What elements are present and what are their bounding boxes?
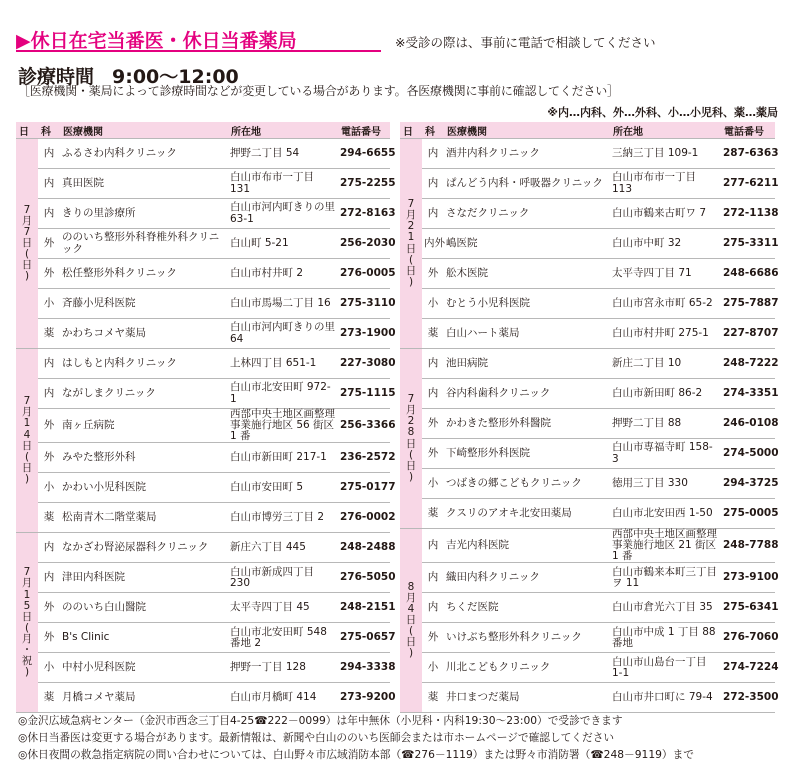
- category-cell: 内: [422, 593, 444, 623]
- category-cell: 内: [38, 169, 60, 199]
- address-cell: 白山市宮永市町 65-2: [610, 289, 721, 319]
- category-cell: 薬: [422, 683, 444, 713]
- date-label: 7 月 1 4 日 ( 日 ): [21, 395, 33, 485]
- table-row: [400, 169, 775, 199]
- table-row: [400, 289, 775, 319]
- phone-cell: 274-3351: [721, 379, 775, 409]
- phone-cell: 236-2572: [338, 443, 390, 473]
- address-cell: 白山市鶴来古町ワ 7: [610, 199, 721, 229]
- address-cell: 白山市河内町きりの里 63-1: [228, 199, 338, 229]
- table-row: [400, 623, 775, 653]
- table-row: [400, 229, 775, 259]
- date-label: 7 月 1 5 日 ( 月 ・ 祝 ): [21, 566, 33, 678]
- phone-cell: 287-6363: [721, 139, 775, 169]
- address-cell: 白山市鶴来本町三丁目ヲ 11: [610, 563, 721, 593]
- category-cell: 内: [38, 379, 60, 409]
- address-cell: 白山市新成四丁目 230: [228, 563, 338, 593]
- category-cell: 内: [422, 529, 444, 563]
- institution-cell: つばきの郷こどもクリニック: [444, 469, 610, 499]
- column-category: 科: [422, 122, 444, 139]
- phone-cell: 273-9200: [338, 683, 390, 713]
- institution-cell: きりの里診療所: [60, 199, 228, 229]
- address-cell: 白山市村井町 275-1: [610, 319, 721, 349]
- address-cell: 西部中央土地区画整理事業施行地区 21 街区 1 番: [610, 529, 721, 563]
- category-cell: 外: [38, 229, 60, 259]
- institution-cell: はしもと内科クリニック: [60, 349, 228, 379]
- address-cell: 白山市北安田西 1-50: [610, 499, 721, 529]
- address-cell: 白山市月橋町 414: [228, 683, 338, 713]
- category-cell: 薬: [38, 503, 60, 533]
- phone-cell: 248-7222: [721, 349, 775, 379]
- address-cell: 白山市山島台一丁目 1-1: [610, 653, 721, 683]
- institution-cell: 松南青木二階堂薬局: [60, 503, 228, 533]
- table-header-row: [400, 122, 775, 139]
- category-cell: 内: [422, 379, 444, 409]
- phone-cell: 275-0005: [721, 499, 775, 529]
- institution-cell: いけぶち整形外科クリニック: [444, 623, 610, 653]
- category-cell: 外: [38, 593, 60, 623]
- institution-cell: 白山ハート薬局: [444, 319, 610, 349]
- category-cell: 内: [422, 563, 444, 593]
- institution-cell: B's Clinic: [60, 623, 228, 653]
- address-cell: 押野二丁目 88: [610, 409, 721, 439]
- phone-cell: 276-7060: [721, 623, 775, 653]
- category-cell: 薬: [38, 319, 60, 349]
- footer-note: ◎休日夜間の救急指定病院の問い合わせについては、白山野々市広域消防本部（☎276－1119）または野々市消防署（☎248－9119）まで: [18, 748, 694, 761]
- institution-cell: かわちコメヤ薬局: [60, 319, 228, 349]
- column-institution: 医療機関: [444, 122, 610, 139]
- footer-note: ◎金沢広域急病センター（金沢市西念三丁目4-25☎222－0099）は年中無休（小児科・内科19:30～23:00）で受診できます: [18, 714, 623, 727]
- phone-cell: 273-1900: [338, 319, 390, 349]
- address-cell: 太平寺四丁目 45: [228, 593, 338, 623]
- date-cell: [16, 349, 38, 533]
- address-cell: 上林四丁目 651-1: [228, 349, 338, 379]
- phone-cell: 272-8163: [338, 199, 390, 229]
- date-cell: [16, 533, 38, 713]
- table-row: [16, 289, 390, 319]
- address-cell: 白山市布市一丁目 113: [610, 169, 721, 199]
- table-row: [16, 653, 390, 683]
- phone-cell: 276-0002: [338, 503, 390, 533]
- category-cell: 小: [38, 653, 60, 683]
- date-cell: [400, 139, 422, 349]
- category-cell: 薬: [422, 499, 444, 529]
- address-cell: 白山市中成 1 丁目 88 番地: [610, 623, 721, 653]
- header: [0, 0, 798, 56]
- phone-cell: 248-2151: [338, 593, 390, 623]
- category-cell: 外: [422, 439, 444, 469]
- column-address: 所在地: [228, 122, 338, 139]
- institution-cell: 舩木医院: [444, 259, 610, 289]
- institution-cell: 吉光内科医院: [444, 529, 610, 563]
- category-cell: 小: [422, 289, 444, 319]
- table-row: [16, 139, 390, 169]
- phone-cell: 277-6211: [721, 169, 775, 199]
- institution-cell: 酒井内科クリニック: [444, 139, 610, 169]
- table-header-row: [16, 122, 390, 139]
- phone-cell: 227-8707: [721, 319, 775, 349]
- table-row: [400, 469, 775, 499]
- table-row: [16, 563, 390, 593]
- institution-cell: 井口まつだ薬局: [444, 683, 610, 713]
- address-cell: 白山市村井町 2: [228, 259, 338, 289]
- address-cell: 白山市井口町に 79-4: [610, 683, 721, 713]
- phone-cell: 246-0108: [721, 409, 775, 439]
- category-cell: 内: [422, 349, 444, 379]
- phone-cell: 275-0657: [338, 623, 390, 653]
- category-cell: 内: [38, 563, 60, 593]
- table-row: [16, 473, 390, 503]
- table-row: [400, 349, 775, 379]
- table-row: [400, 653, 775, 683]
- address-cell: 太平寺四丁目 71: [610, 259, 721, 289]
- column-category: 科: [38, 122, 60, 139]
- phone-cell: 294-6655: [338, 139, 390, 169]
- table-row: [16, 443, 390, 473]
- date-label: 7 月 2 8 日 ( 日 ): [405, 393, 417, 483]
- category-cell: 内: [422, 169, 444, 199]
- address-cell: 白山市布市一丁目 131: [228, 169, 338, 199]
- address-cell: 新庄二丁目 10: [610, 349, 721, 379]
- institution-cell: 下崎整形外科医院: [444, 439, 610, 469]
- category-cell: 小: [422, 469, 444, 499]
- title-box: [16, 24, 381, 52]
- table-row: [400, 439, 775, 469]
- date-cell: [400, 529, 422, 713]
- category-cell: 内: [38, 349, 60, 379]
- table-row: [400, 409, 775, 439]
- category-cell: 内外: [422, 229, 444, 259]
- phone-cell: 248-6686: [721, 259, 775, 289]
- institution-cell: むとう小児科医院: [444, 289, 610, 319]
- institution-cell: かわきた整形外科醫院: [444, 409, 610, 439]
- table-row: [16, 259, 390, 289]
- address-cell: 白山町 5-21: [228, 229, 338, 259]
- category-cell: 小: [38, 473, 60, 503]
- institution-cell: ふるさわ内科クリニック: [60, 139, 228, 169]
- institution-cell: ながしまクリニック: [60, 379, 228, 409]
- table-row: [16, 199, 390, 229]
- table-row: [16, 229, 390, 259]
- phone-cell: 256-3366: [338, 409, 390, 443]
- table-row: [16, 593, 390, 623]
- address-cell: 新庄六丁目 445: [228, 533, 338, 563]
- address-cell: 西部中央土地区画整理事業施行地区 56 街区 1 番: [228, 409, 338, 443]
- phone-cell: 276-0005: [338, 259, 390, 289]
- phone-cell: 248-2488: [338, 533, 390, 563]
- phone-cell: 275-3110: [338, 289, 390, 319]
- institution-cell: 真田医院: [60, 169, 228, 199]
- table-row: [400, 379, 775, 409]
- category-cell: 小: [422, 653, 444, 683]
- table-row: [16, 503, 390, 533]
- phone-cell: 227-3080: [338, 349, 390, 379]
- institution-cell: 池田病院: [444, 349, 610, 379]
- address-cell: 白山市専福寺町 158-3: [610, 439, 721, 469]
- table-row: [16, 683, 390, 713]
- footer-note: ◎休日当番医は変更する場合があります。最新情報は、新聞や白山ののいち医師会または市ホームページで確認してください: [18, 731, 615, 744]
- institution-cell: ののいち整形外科脊椎外科クリニック: [60, 229, 228, 259]
- address-cell: 押野二丁目 54: [228, 139, 338, 169]
- column-day: 日: [16, 122, 38, 139]
- address-cell: 白山市北安田町 548 番地 2: [228, 623, 338, 653]
- institution-cell: 月橋コメヤ薬局: [60, 683, 228, 713]
- date-label: 7 月 7 日 ( 日 ): [21, 203, 33, 283]
- institution-cell: ののいち白山醫院: [60, 593, 228, 623]
- consultation-notice: ※受診の際は、事前に電話で相談してください: [395, 35, 656, 50]
- schedule-table-right: [400, 122, 779, 713]
- column-address: 所在地: [610, 122, 721, 139]
- column-institution: 医療機関: [60, 122, 228, 139]
- institution-cell: 津田内科医院: [60, 563, 228, 593]
- column-phone: 電話番号: [338, 122, 390, 139]
- phone-cell: 275-1115: [338, 379, 390, 409]
- phone-cell: 275-3311: [721, 229, 775, 259]
- table-row: [400, 319, 775, 349]
- table-row: [400, 593, 775, 623]
- table-row: [400, 529, 775, 563]
- address-cell: 三納三丁目 109-1: [610, 139, 721, 169]
- category-cell: 内: [38, 199, 60, 229]
- institution-cell: なかざわ腎泌尿器科クリニック: [60, 533, 228, 563]
- category-cell: 外: [422, 623, 444, 653]
- phone-cell: 272-1138: [721, 199, 775, 229]
- phone-cell: 275-7887: [721, 289, 775, 319]
- institution-cell: 松任整形外科クリニック: [60, 259, 228, 289]
- page-title: ▶休日在宅当番医・休日当番薬局: [16, 30, 297, 52]
- address-cell: 白山市北安田町 972-1: [228, 379, 338, 409]
- address-cell: 白山市安田町 5: [228, 473, 338, 503]
- address-cell: 押野一丁目 128: [228, 653, 338, 683]
- category-cell: 外: [38, 623, 60, 653]
- category-cell: 内: [422, 199, 444, 229]
- category-cell: 内: [422, 139, 444, 169]
- institution-cell: ちくだ医院: [444, 593, 610, 623]
- category-cell: 薬: [38, 683, 60, 713]
- table-row: [400, 199, 775, 229]
- institution-cell: 南ヶ丘病院: [60, 409, 228, 443]
- hours-note: ［医療機関・薬局によって診療時間などが変更している場合があります。各医療機関に事前に確認してください］: [18, 84, 619, 98]
- institution-cell: かわい小児科医院: [60, 473, 228, 503]
- table-row: [16, 319, 390, 349]
- column-phone: 電話番号: [721, 122, 775, 139]
- institution-cell: 谷内科歯科クリニック: [444, 379, 610, 409]
- phone-cell: 294-3338: [338, 653, 390, 683]
- table-row: [400, 683, 775, 713]
- table-row: [16, 533, 390, 563]
- table-row: [400, 499, 775, 529]
- phone-cell: 248-7788: [721, 529, 775, 563]
- phone-cell: 275-0177: [338, 473, 390, 503]
- phone-cell: 276-5050: [338, 563, 390, 593]
- table-row: [16, 409, 390, 443]
- category-cell: 外: [422, 259, 444, 289]
- date-cell: [400, 349, 422, 529]
- footer-notes: [18, 712, 694, 763]
- institution-cell: 嶋医院: [444, 229, 610, 259]
- address-cell: 徳用三丁目 330: [610, 469, 721, 499]
- table-row: [16, 379, 390, 409]
- table-row: [400, 139, 775, 169]
- address-cell: 白山市新田町 86-2: [610, 379, 721, 409]
- date-cell: [16, 139, 38, 349]
- date-label: 7 月 2 1 日 ( 日 ): [405, 198, 417, 288]
- hours-time: 9:00～12:00: [112, 66, 239, 88]
- institution-cell: 川北こどもクリニック: [444, 653, 610, 683]
- schedule-table-left: [16, 122, 396, 713]
- category-cell: 内: [38, 139, 60, 169]
- table-row: [400, 259, 775, 289]
- category-cell: 外: [38, 259, 60, 289]
- institution-cell: 中村小児科医院: [60, 653, 228, 683]
- date-label: 8 月 4 日 ( 日 ): [405, 580, 417, 660]
- category-cell: 小: [38, 289, 60, 319]
- column-day: 日: [400, 122, 422, 139]
- address-cell: 白山市倉光六丁目 35: [610, 593, 721, 623]
- address-cell: 白山市中町 32: [610, 229, 721, 259]
- phone-cell: 274-5000: [721, 439, 775, 469]
- address-cell: 白山市博労三丁目 2: [228, 503, 338, 533]
- institution-cell: 織田内科クリニック: [444, 563, 610, 593]
- phone-cell: 294-3725: [721, 469, 775, 499]
- phone-cell: 275-6341: [721, 593, 775, 623]
- institution-cell: クスリのアオキ北安田薬局: [444, 499, 610, 529]
- address-cell: 白山市馬場二丁目 16: [228, 289, 338, 319]
- phone-cell: 272-3500: [721, 683, 775, 713]
- hours-label: 診療時間: [18, 66, 95, 88]
- address-cell: 白山市河内町きりの里 64: [228, 319, 338, 349]
- table-row: [16, 349, 390, 379]
- table-row: [16, 169, 390, 199]
- phone-cell: 275-2255: [338, 169, 390, 199]
- category-cell: 外: [38, 443, 60, 473]
- phone-cell: 274-7224: [721, 653, 775, 683]
- institution-cell: 斉藤小児科医院: [60, 289, 228, 319]
- institution-cell: ぱんどう内科・呼吸器クリニック: [444, 169, 610, 199]
- phone-cell: 256-2030: [338, 229, 390, 259]
- category-cell: 外: [38, 409, 60, 443]
- table-row: [16, 623, 390, 653]
- institution-cell: さなだクリニック: [444, 199, 610, 229]
- category-cell: 薬: [422, 319, 444, 349]
- category-legend: ※内…内科、外…外科、小…小児科、薬…薬局: [547, 106, 778, 119]
- address-cell: 白山市新田町 217-1: [228, 443, 338, 473]
- phone-cell: 273-9100: [721, 563, 775, 593]
- category-cell: 外: [422, 409, 444, 439]
- category-cell: 内: [38, 533, 60, 563]
- institution-cell: みやた整形外科: [60, 443, 228, 473]
- table-row: [400, 563, 775, 593]
